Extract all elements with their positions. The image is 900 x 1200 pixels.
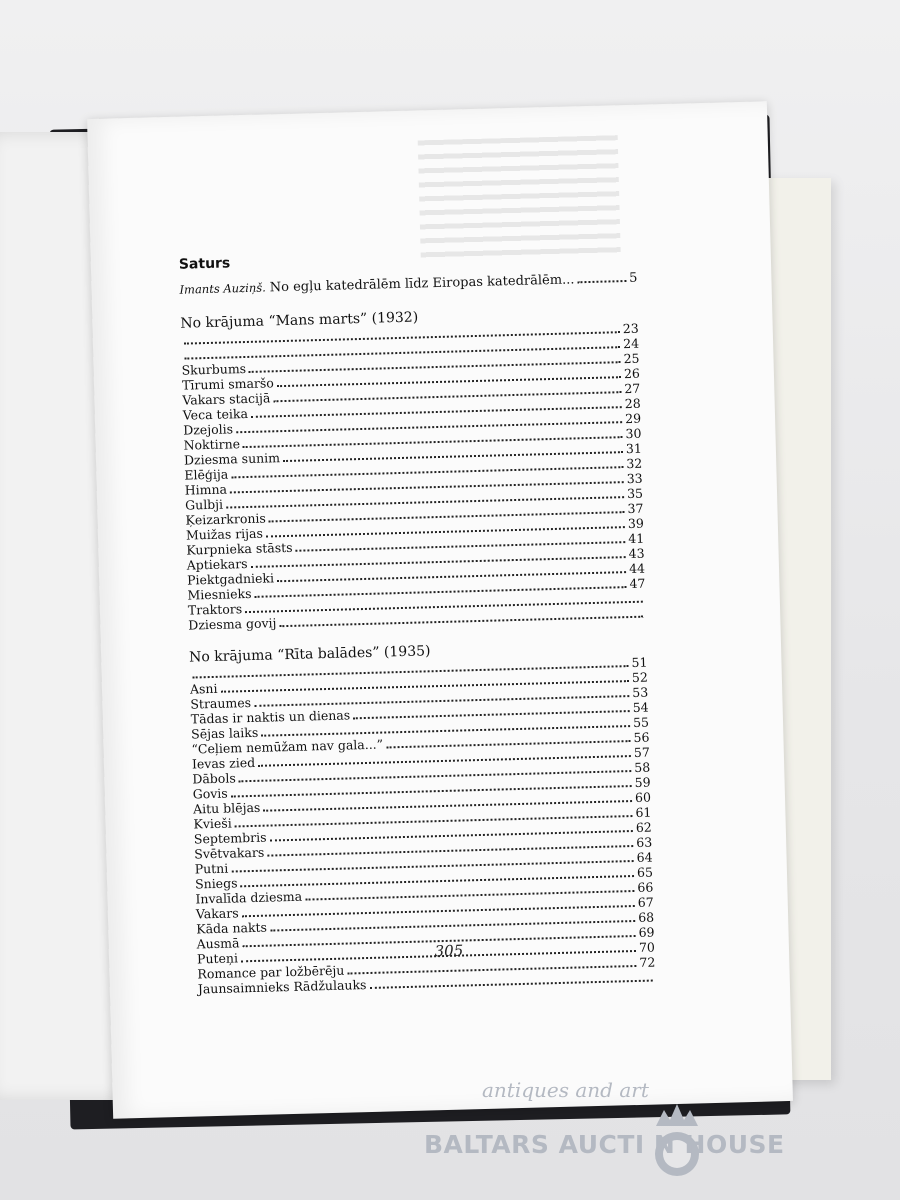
toc-title: Saturs xyxy=(178,255,231,273)
toc-entry-title: Dzejolis xyxy=(183,421,234,438)
intro-author: Imants Auziņš. xyxy=(179,280,266,297)
toc-entry-page: 53 xyxy=(632,684,649,700)
toc-entry-title: Vakars stacijā xyxy=(182,390,271,408)
toc-entry-page: 31 xyxy=(625,440,643,457)
toc-entry-page: 68 xyxy=(638,909,655,925)
toc-entry-page: 72 xyxy=(639,954,656,970)
toc-entry-page: 28 xyxy=(624,395,641,412)
toc-entry-page: 70 xyxy=(638,939,656,955)
toc-entry-page: 41 xyxy=(628,530,645,547)
toc-entry-page: 61 xyxy=(635,804,652,820)
toc-entry-page: 58 xyxy=(634,759,651,775)
section-heading: No krājuma “Mans marts” (1932) xyxy=(180,309,419,332)
toc-entry-title: Putni xyxy=(194,860,229,877)
toc-entry-page: 67 xyxy=(637,894,654,910)
toc-entry-title: Kvieši xyxy=(193,815,232,832)
toc-entry-page: 66 xyxy=(637,879,654,895)
toc-entry-page: 69 xyxy=(638,924,655,940)
toc-entry-title: Traktors xyxy=(187,601,243,618)
toc-entry-title: Dābols xyxy=(192,770,236,787)
toc-entry-title: Vakars xyxy=(195,905,239,922)
toc-entry-page: 26 xyxy=(623,365,641,382)
intro-page: 5 xyxy=(628,270,638,286)
toc-entry-page: 55 xyxy=(632,714,650,730)
page-number: 305 xyxy=(434,941,464,961)
toc-entry-title: Sniegs xyxy=(194,875,238,892)
toc-intro-entry xyxy=(179,269,637,300)
toc-entry-page: 32 xyxy=(626,455,643,472)
toc-entry-title: Veca teika xyxy=(182,405,249,423)
right-page xyxy=(87,101,793,1118)
toc-entry-page: 24 xyxy=(622,335,640,352)
toc-entry-title: Aitu blējas xyxy=(192,799,261,817)
toc-entry-title: Sējas laiks xyxy=(190,724,259,742)
toc-entry-page: 35 xyxy=(626,485,644,502)
toc-entry-title: Invalīda dziesma xyxy=(195,888,303,907)
watermark xyxy=(424,1078,824,1178)
toc-entry-title: Aptiekars xyxy=(186,556,248,573)
toc-entry-title: Ķeizarkronis xyxy=(185,510,267,528)
toc-entry-page: 65 xyxy=(636,864,654,880)
toc-entry-title: Tādas ir naktis un dienas xyxy=(190,707,351,727)
toc-entry-page: 29 xyxy=(624,410,642,427)
toc-entry-page: 63 xyxy=(636,834,653,850)
toc-entry-title: Miesnieks xyxy=(187,585,252,603)
leader-dots xyxy=(578,280,627,283)
toc-entry-title: Puteņi xyxy=(196,950,239,967)
toc-entry-page: 59 xyxy=(634,774,651,790)
toc-entry-page: 60 xyxy=(634,789,652,805)
toc-entry-title: Govis xyxy=(192,785,228,802)
toc-entry-page: 64 xyxy=(636,849,653,865)
toc-entry-title: Ievas zied xyxy=(191,754,256,772)
toc-entry-title: Jaunsaimnieks Rādžulauks xyxy=(197,977,367,997)
toc-entry-title: Himna xyxy=(184,481,228,498)
toc-entry-title: Tīrumi smaršo xyxy=(181,375,275,393)
toc-entry-page: 57 xyxy=(633,744,650,760)
toc-entry-title: Piektgadnieki xyxy=(186,570,275,588)
toc-entry-title: Svētvakars xyxy=(194,844,265,862)
toc-entry-page: 52 xyxy=(631,669,649,685)
toc-entry-page: 54 xyxy=(632,699,649,715)
toc-entry-page: 37 xyxy=(627,500,644,517)
toc-entry-page: 47 xyxy=(629,575,646,592)
toc-entry-title: Gulbji xyxy=(184,496,224,513)
toc-entry-page: 51 xyxy=(631,654,648,671)
toc-entry-page: 33 xyxy=(626,470,643,487)
toc-entry-title: Dziesma govij xyxy=(188,615,277,633)
toc-entry-title: Dziesma sunim xyxy=(183,450,281,468)
toc-entry-page: 62 xyxy=(635,819,652,835)
toc-entry-page: 39 xyxy=(627,515,644,532)
toc-entry-title: Romance par ložbērēju xyxy=(197,962,345,982)
toc-entry-page: 25 xyxy=(623,350,640,367)
section-heading: No krājuma “Rīta balādes” (1935) xyxy=(188,643,431,666)
toc-entry-title: Septembris xyxy=(193,829,267,847)
toc-entry-title: Kurpnieka stāsts xyxy=(186,539,293,558)
toc-entry-page: 30 xyxy=(625,425,642,442)
toc-entry-page: 23 xyxy=(622,320,639,337)
toc-entry-title: Muižas rijas xyxy=(185,525,264,543)
intro-title: No egļu katedrālēm līdz Eiropas katedrālēm... xyxy=(269,272,575,296)
toc-entry-title: Noktirne xyxy=(183,436,241,453)
toc-entry-page: 43 xyxy=(628,545,645,562)
table-of-contents xyxy=(179,245,656,998)
toc-entry-page: 27 xyxy=(624,380,641,397)
toc-entry-page: 56 xyxy=(633,729,650,745)
toc-entry-title: Elēģija xyxy=(184,466,229,483)
toc-entry-title: Ausmā xyxy=(196,935,240,952)
toc-entry-page: 44 xyxy=(628,560,646,577)
show-through-text xyxy=(418,135,621,260)
toc-entry-title: Kāda nakts xyxy=(196,919,268,937)
toc-entry-title: Straumes xyxy=(190,694,252,712)
toc-sections xyxy=(180,304,656,998)
leader-dots xyxy=(370,980,653,989)
toc-entry-title: Skurbums xyxy=(181,360,247,378)
toc-entry-title: Asni xyxy=(189,680,218,697)
watermark-brand: BALTARS AUCTI N HOUSE xyxy=(424,1130,785,1159)
watermark-tagline: antiques and art xyxy=(482,1078,649,1102)
toc-entry-title: “Ceļiem nemūžam nav gala...” xyxy=(191,736,384,757)
